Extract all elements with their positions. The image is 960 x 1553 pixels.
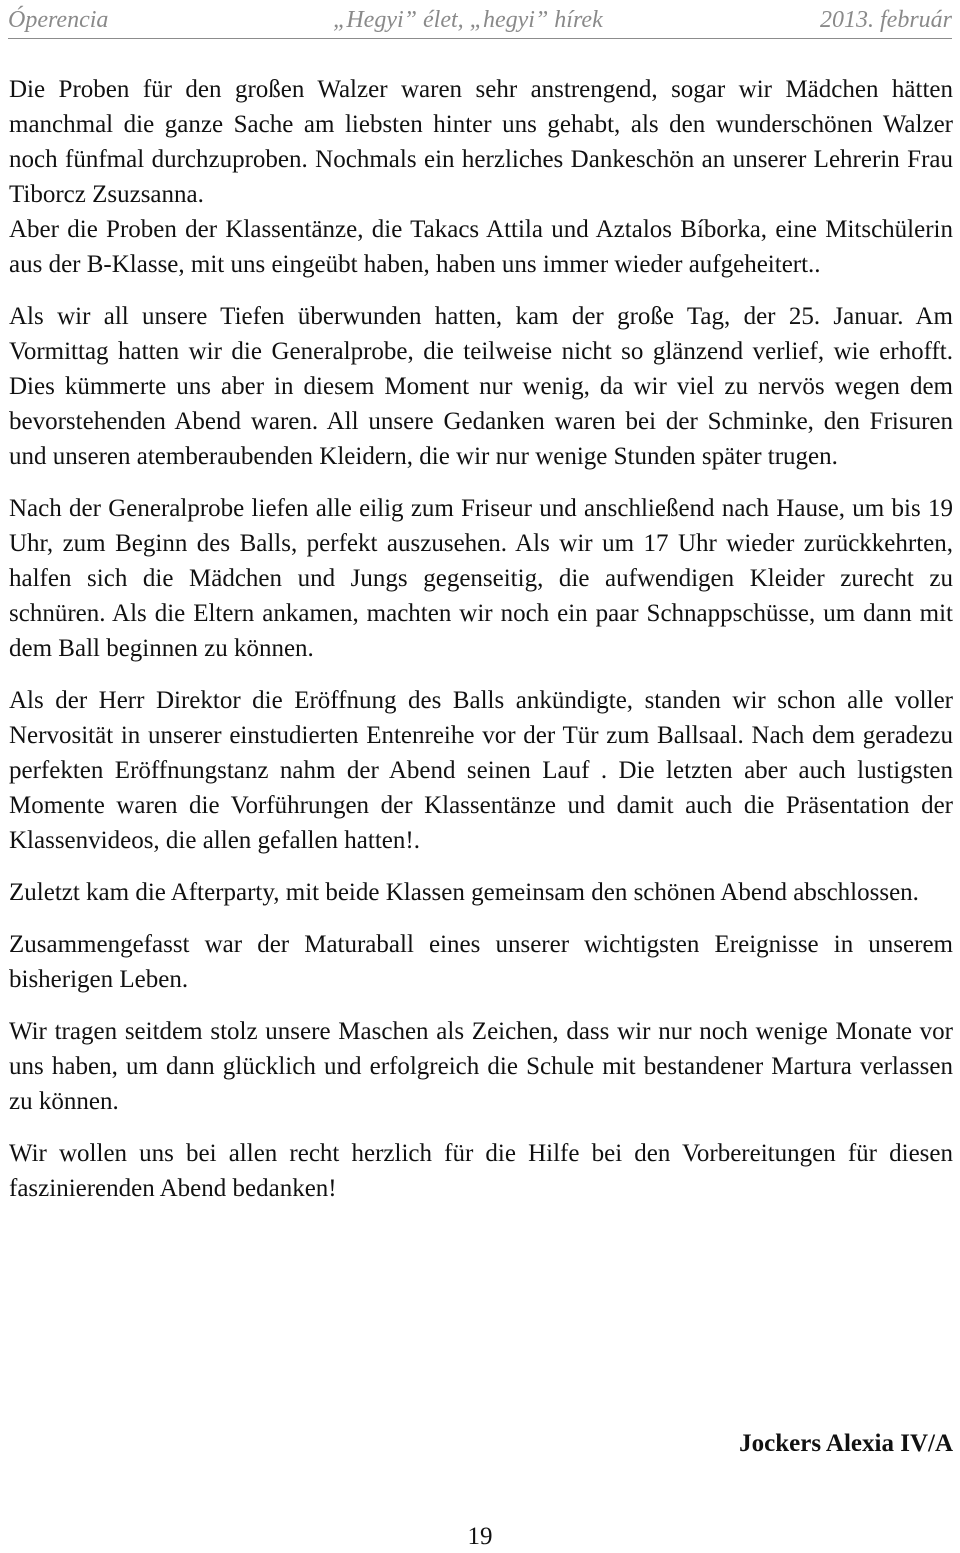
header-section-title: „Hegyi” élet, „hegyi” hírek [333, 7, 603, 33]
paragraph-4: Nach der Generalprobe liefen alle eilig zum Friseur und anschließend nach Hause, um bis 19 Uhr, zum Beginn des Balls, perfekt auszusehen. Als wir um 17 Uhr wieder zurückkehrten, halfen sich die Mädchen und Jungs gegenseitig, die aufwendigen Kleider zurecht zu schnüren. Als die Eltern ankamen, machten wir noch ein paar Schnappschüsse, um dann mit dem Ball beginnen zu können. [9, 495, 953, 662]
article-body [9, 72, 953, 1206]
paragraph-8: Wir tragen seitdem stolz unsere Maschen als Zeichen, dass wir nur noch wenige Monate vor uns haben, um dann glücklich und erfolgreich die Schule mit bestandener Martura verlassen zu können. [9, 1018, 953, 1115]
paragraph-6: Zuletzt kam die Afterparty, mit beide Klassen gemeinsam den schönen Abend abschlossen. [9, 879, 919, 906]
paragraph-2: Aber die Proben der Klassentänze, die Takacs Attila und Aztalos Bíborka, eine Mitschülerin aus der B-Klasse, mit uns eingeübt haben, haben uns immer wieder aufgeheitert.. [9, 216, 953, 278]
paragraph-1: Die Proben für den großen Walzer waren sehr anstrengend, sogar wir Mädchen hätten manchmal die ganze Sache am liebsten hinter uns gehabt, als den wunderschönen Walzer noch fünfmal durchzuproben. Nochmals ein herzliches Dankeschön an unserer Lehrerin Frau Tiborcz Zsuzsanna. [9, 76, 953, 208]
paragraph-3: Als wir all unsere Tiefen überwunden hatten, kam der große Tag, der 25. Januar. Am Vormittag hatten wir die Generalprobe, die teilweise nicht so glänzend verlief, wie erhofft. Dies kümmerte uns aber in diesem Moment nur wenig, da wir viel zu nervös wegen dem bevorstehenden Abend waren. All unsere Gedanken waren bei der Schminke, den Frisuren und unseren atemberaubenden Kleidern, die wir nur wenige Stunden später trugen. [9, 303, 953, 470]
paragraph-7: Zusammengefasst war der Maturaball eines unserer wichtigsten Ereignisse in unserem bisherigen Leben. [9, 931, 953, 993]
page-number: 19 [467, 1523, 493, 1550]
paragraph-9: Wir wollen uns bei allen recht herzlich für die Hilfe bei den Vorbereitungen für diesen faszinierenden Abend bedanken! [9, 1140, 953, 1202]
header-issue-date: 2013. február [820, 7, 952, 33]
author-signature: Jockers Alexia IV/A [739, 1430, 953, 1457]
page-header [8, 2, 952, 39]
header-publication-title: Óperencia [8, 7, 109, 33]
paragraph-5: Als der Herr Direktor die Eröffnung des Balls ankündigte, standen wir schon alle voller Nervosität in unserer einstudierten Entenreihe vor der Tür zum Ballsaal. Nach dem geradezu perfekten Eröffnungstanz nahm der Abend seinen Lauf . Die letzten aber auch lustigsten Momente waren die Vorführungen der Klassentänze und damit auch die Präsentation der Klassenvideos, die allen gefallen hatten!. [9, 687, 953, 854]
